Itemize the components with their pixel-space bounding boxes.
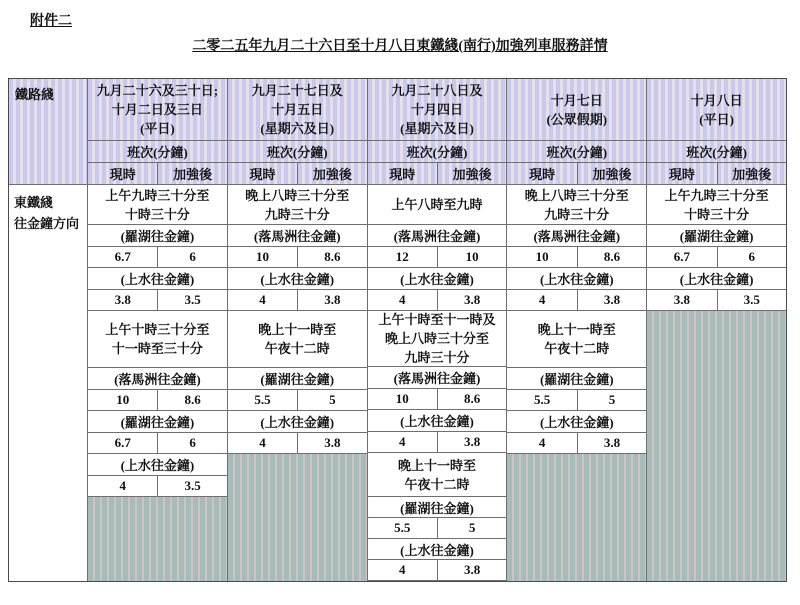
time-period-line: 午夜十二時 [544,341,610,356]
enhanced-subheader: 加強後 [437,163,506,184]
time-period-cell [507,185,646,225]
route-cell: (上水往金鐘) [647,268,786,290]
headway-current-cell: 5.5 [394,520,411,536]
time-period-line: 上午八時至九時 [391,196,483,212]
date-columns [87,79,786,581]
headway-row [88,390,227,411]
frequency-header: 班次(分鐘) [368,141,507,163]
time-period-line: 上午九時三十分至 [664,187,769,203]
headway-enhanced-cell: 8.6 [157,390,226,410]
headway-current-cell: 6.7 [673,249,690,264]
headway-subheader-row [88,163,227,185]
time-period-line: 晚上八時三十分至 [524,187,629,203]
time-period-line: 十時三十分 [684,206,750,222]
date-column [367,79,507,581]
date-header-line: 十月七日 [550,92,603,108]
headway-row [647,247,786,268]
date-header-line: (星期六及日) [400,120,474,136]
page-title [0,35,800,55]
headway-current-cell: 3.8 [114,292,131,307]
route-cell: (羅湖往金鐘) [88,411,227,433]
headway-enhanced-cell: 3.8 [297,290,366,310]
route-cell: (落馬洲往金鐘) [88,368,227,390]
headway-enhanced-cell: 3.8 [437,432,506,452]
frequency-header: 班次(分鐘) [228,141,367,163]
time-period-line: 晚上十一時至 [258,322,337,337]
headway-row [368,389,507,410]
shaded-filler-cell [647,311,786,581]
rail-line-column [9,79,87,581]
shaded-filler-cell [507,454,646,581]
time-period-line: 九時三十分 [264,206,330,222]
headway-subheader-row [368,163,507,185]
date-header-line: 十月四日 [410,101,463,117]
route-cell: (上水往金鐘) [368,539,507,560]
headway-enhanced-cell: 8.6 [577,247,646,267]
time-period-line: 午夜十二時 [264,341,330,356]
frequency-header: 班次(分鐘) [88,141,227,163]
headway-row [228,290,367,311]
headway-current-cell: 10 [395,391,409,407]
headway-enhanced-cell: 6 [717,247,786,267]
headway-current-cell: 6.7 [114,435,131,450]
time-period-line: 晚上八時三十分至 [245,187,350,203]
time-period-line: 晚上十一時至 [537,322,616,337]
time-period-line: 九時三十分 [404,349,470,365]
time-period-line: 晚上十一時至 [397,457,476,473]
headway-current-cell: 4 [399,291,406,307]
headway-current-cell: 4 [538,292,546,307]
shaded-filler-cell [88,497,227,581]
route-cell: (羅湖往金鐘) [507,368,646,390]
enhanced-subheader: 加強後 [577,163,646,184]
headway-current-cell: 10 [535,249,549,264]
enhanced-subheader: 加強後 [297,163,366,184]
route-cell: (羅湖往金鐘) [368,497,507,518]
headway-row [88,247,227,268]
headway-current-cell: 10 [116,392,130,407]
time-period-cell [228,185,367,225]
headway-row [228,247,367,268]
date-column-header [228,79,367,141]
headway-enhanced-cell: 5 [577,390,646,410]
date-column [227,79,367,581]
current-subheader: 現時 [668,167,695,182]
row-label-cell [9,185,87,581]
time-period-line: 十時三十分 [124,206,190,222]
corner-header-cell: 鐵路綫 [9,79,87,185]
headway-enhanced-cell: 5 [437,518,506,538]
route-cell: (上水往金鐘) [88,268,227,290]
route-cell: (落馬洲往金鐘) [368,367,507,389]
time-period-line: 十一時至三十分 [111,341,203,356]
headway-row [507,247,646,268]
headway-row [88,476,227,497]
headway-row [88,290,227,311]
enhanced-subheader: 加強後 [717,163,786,184]
enhanced-subheader: 加強後 [157,163,226,184]
headway-row [507,433,646,454]
headway-current-cell: 4 [259,435,266,450]
time-period-cell [368,185,507,225]
headway-current-cell: 10 [255,249,269,264]
headway-row [647,290,786,311]
headway-current-cell: 4 [399,561,406,577]
time-period-line: 上午十時三十分至 [105,322,210,337]
route-cell: (落馬洲往金鐘) [507,225,646,247]
service-table [8,78,787,582]
date-header-line: 九月二十六及三十日; [96,83,219,98]
headway-row [368,560,507,581]
headway-enhanced-cell: 6 [157,433,226,453]
headway-subheader-row [507,163,646,185]
headway-enhanced-cell: 5 [297,390,366,410]
route-cell: (上水往金鐘) [228,411,367,433]
headway-subheader-row [647,163,786,185]
headway-current-cell: 4 [259,292,266,307]
headway-enhanced-cell: 3.8 [437,560,506,580]
headway-enhanced-cell: 3.5 [157,476,226,496]
headway-row [228,433,367,454]
headway-row [88,433,227,454]
current-subheader: 現時 [109,167,136,182]
appendix-label: 附件二 [30,14,72,29]
row-label-line: 東鐵綫 [14,195,54,210]
date-header-line: (公眾假期) [546,111,608,127]
headway-row [368,518,507,539]
page-title-text: 二零二五年九月二十六日至十月八日東鐵綫(南行)加強列車服務詳情 [192,39,608,54]
time-period-line: 上午十時至十一時及 [378,311,496,327]
current-subheader: 現時 [389,166,416,182]
date-column-header [507,79,646,141]
headway-row [228,390,367,411]
date-column-header [368,79,507,141]
headway-enhanced-cell: 3.5 [157,290,226,310]
headway-enhanced-cell: 8.6 [297,247,366,267]
current-subheader: 現時 [249,167,276,182]
headway-row [507,290,646,311]
route-cell: (上水往金鐘) [507,411,646,433]
headway-current-cell: 4 [538,435,546,450]
headway-current-cell: 12 [395,248,409,264]
frequency-header: 班次(分鐘) [507,141,646,163]
headway-current-cell: 4 [399,434,406,450]
date-header-line: 十月五日 [271,102,324,117]
route-cell: (上水往金鐘) [507,268,646,290]
route-cell: (上水往金鐘) [88,454,227,476]
headway-enhanced-cell: 3.8 [577,433,646,453]
row-label-line: 往金鐘方向 [14,216,80,231]
headway-enhanced-cell: 3.8 [297,433,366,453]
route-cell: (上水往金鐘) [368,268,507,290]
headway-row [368,247,507,268]
time-period-cell [228,311,367,368]
headway-enhanced-cell: 3.8 [437,290,506,310]
time-period-line: 九時三十分 [544,206,610,222]
headway-subheader-row [228,163,367,185]
date-header-line: (平日) [140,121,175,136]
headway-row [507,390,646,411]
time-period-cell [507,311,646,368]
route-cell: (羅湖往金鐘) [647,225,786,247]
time-period-line: 上午九時三十分至 [105,187,210,203]
time-period-cell [88,311,227,368]
time-period-line: 午夜十二時 [404,476,470,492]
date-column [506,79,646,581]
date-column [87,79,227,581]
headway-enhanced-cell: 8.6 [437,389,506,409]
route-cell: (羅湖往金鐘) [88,225,227,247]
route-cell: (落馬洲往金鐘) [368,225,507,247]
frequency-header: 班次(分鐘) [647,141,786,163]
time-period-cell [88,185,227,225]
date-header-line: 十月二日及三日 [111,102,203,117]
headway-current-cell: 5.5 [533,392,551,407]
headway-current-cell: 3.8 [673,292,690,307]
route-cell: (落馬洲往金鐘) [228,225,367,247]
headway-current-cell: 4 [119,478,126,493]
date-column [646,79,786,581]
route-cell: (上水往金鐘) [368,410,507,432]
headway-enhanced-cell: 3.8 [577,290,646,310]
headway-enhanced-cell: 6 [157,247,226,267]
time-period-cell [647,185,786,225]
date-header-line: 九月二十七日及 [251,83,343,98]
headway-row [368,290,507,311]
route-cell: (羅湖往金鐘) [228,368,367,390]
time-period-line: 晚上八時三十分至 [384,330,489,346]
headway-current-cell: 5.5 [254,392,271,407]
shaded-filler-cell [228,454,367,581]
headway-current-cell: 6.7 [114,249,131,264]
date-header-line: 九月二十八日及 [391,82,483,98]
date-header-line: 十月八日 [690,92,743,108]
date-column-header [647,79,786,141]
date-header-line: (平日) [699,111,734,127]
headway-enhanced-cell: 3.5 [717,290,786,310]
time-period-cell [368,311,507,368]
time-period-cell [368,453,507,497]
headway-row [368,432,507,453]
date-column-header [88,79,227,141]
headway-enhanced-cell: 10 [437,247,506,267]
current-subheader: 現時 [529,167,556,182]
date-header-line: (星期六及日) [260,121,335,136]
route-cell: (上水往金鐘) [228,268,367,290]
